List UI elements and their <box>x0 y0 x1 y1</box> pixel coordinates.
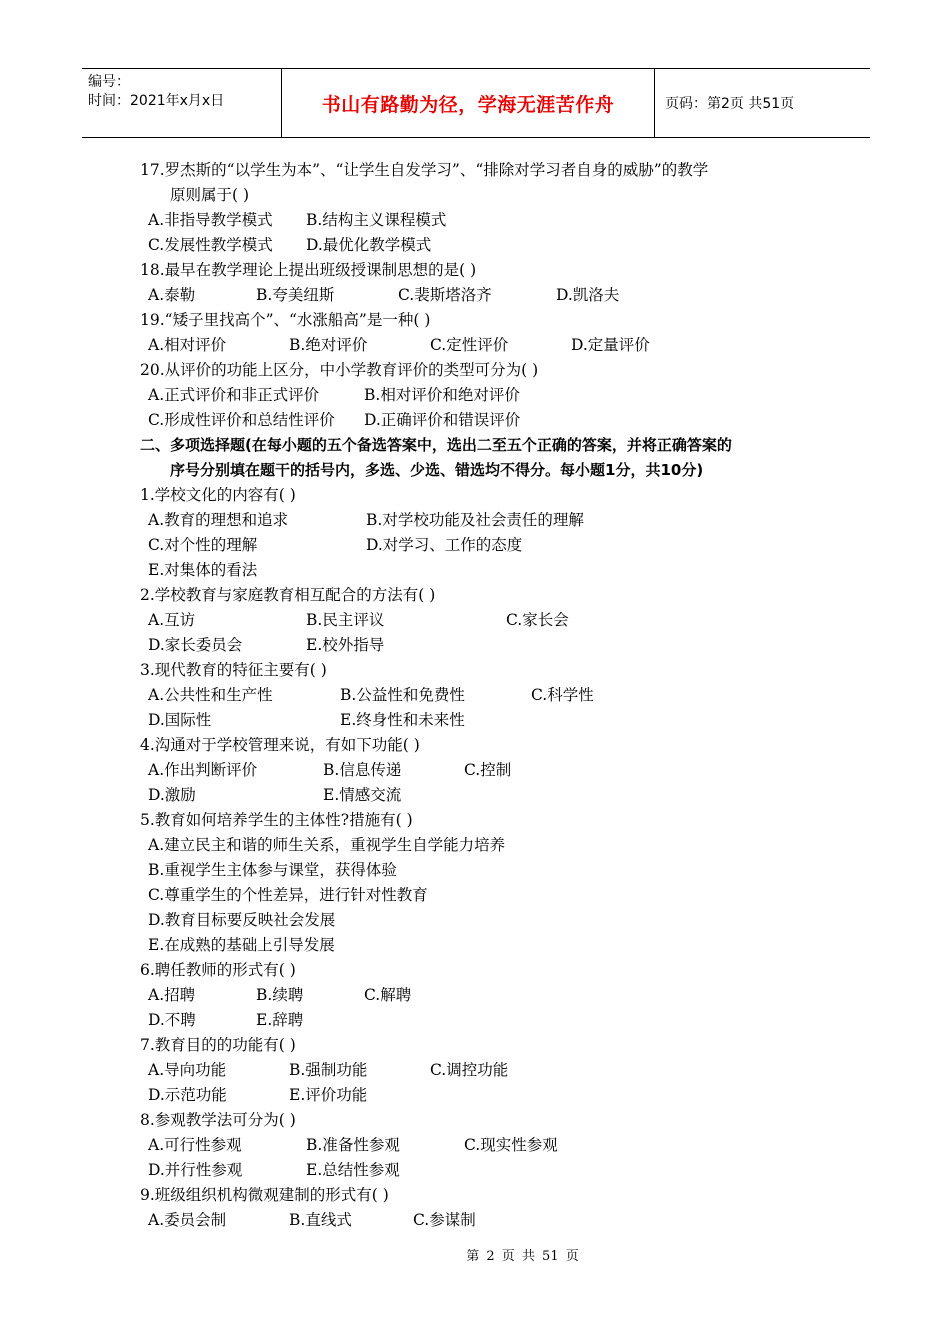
section-heading-continued: 序号分别填在题干的括号内，多选、少选、错选均不得分。每小题1分，共10分) <box>170 461 704 479</box>
option-item: C.参谋制 <box>413 1211 476 1229</box>
option-row <box>140 1208 820 1233</box>
option-item: A.作出判断评价 <box>148 761 258 779</box>
option-item: A.教育的理想和追求 <box>148 511 289 529</box>
option-row <box>140 883 820 908</box>
option-row <box>140 333 820 358</box>
option-row <box>140 383 820 408</box>
option-item: B.结构主义课程模式 <box>306 211 447 229</box>
option-item: D.激励 <box>148 786 196 804</box>
option-item: B.对学校功能及社会责任的理解 <box>366 511 584 529</box>
option-row <box>140 1158 820 1183</box>
option-item: C.解聘 <box>364 986 412 1004</box>
option-row <box>140 408 820 433</box>
question-stem: 3.现代教育的特征主要有( ) <box>140 661 327 679</box>
option-item: A.非指导教学模式 <box>148 211 273 229</box>
option-item: A.正式评价和非正式评价 <box>148 386 320 404</box>
option-item: D.国际性 <box>148 711 212 729</box>
option-row <box>140 533 820 558</box>
document-number-label: 编号： <box>88 74 130 90</box>
option-item: A.泰勒 <box>148 286 196 304</box>
question-stem: 9.班级组织机构微观建制的形式有( ) <box>140 1186 389 1204</box>
option-item: C.发展性教学模式 <box>148 236 273 254</box>
question-stem: 19.“矮子里找高个”、“水涨船高”是一种( ) <box>140 311 431 329</box>
header-motto: 书山有路勤为径，学海无涯苦作舟 <box>282 69 655 137</box>
option-item: B.民主评议 <box>306 611 385 629</box>
page-footer: 第 2 页 共 51 页 <box>466 1249 579 1264</box>
option-item: E.校外指导 <box>306 636 385 654</box>
option-item: E.对集体的看法 <box>148 561 258 579</box>
option-item: E.总结性参观 <box>306 1161 400 1179</box>
question-stem: 8.参观教学法可分为( ) <box>140 1111 296 1129</box>
document-time-label: 时间：2021年x月x日 <box>88 93 225 109</box>
option-row <box>140 833 820 858</box>
option-row <box>140 783 820 808</box>
option-item: D.示范功能 <box>148 1086 227 1104</box>
option-row <box>140 1058 820 1083</box>
option-item: E.终身性和未来性 <box>340 711 465 729</box>
option-item: D.正确评价和错误评价 <box>364 411 521 429</box>
option-item: C.现实性参观 <box>464 1136 558 1154</box>
option-item: C.控制 <box>464 761 512 779</box>
option-row <box>140 983 820 1008</box>
option-item: D.凯洛夫 <box>556 286 620 304</box>
option-row <box>140 608 820 633</box>
option-item: E.评价功能 <box>289 1086 368 1104</box>
option-item: B.信息传递 <box>323 761 402 779</box>
option-item: A.可行性参观 <box>148 1136 242 1154</box>
option-item: E.情感交流 <box>323 786 402 804</box>
option-row <box>140 208 820 233</box>
option-item: D.不聘 <box>148 1011 196 1029</box>
question-stem: 17.罗杰斯的“以学生为本”、“让学生自发学习”、“排除对学习者自身的威胁”的教学 <box>140 161 709 179</box>
option-row <box>140 933 820 958</box>
question-stem-continued: 原则属于( ) <box>170 186 250 204</box>
option-item: B.相对评价和绝对评价 <box>364 386 520 404</box>
option-row <box>140 683 820 708</box>
question-stem: 1.学校文化的内容有( ) <box>140 486 296 504</box>
question-stem: 4.沟通对于学校管理来说，有如下功能( ) <box>140 736 420 754</box>
option-item: B.直线式 <box>289 1211 352 1229</box>
option-row <box>140 1133 820 1158</box>
option-row <box>140 1083 820 1108</box>
option-item: C.尊重学生的个性差异，进行针对性教育 <box>148 886 428 904</box>
header-meta <box>82 69 282 137</box>
option-item: D.最优化教学模式 <box>306 236 432 254</box>
option-item: D.对学习、工作的态度 <box>366 536 523 554</box>
option-item: D.并行性参观 <box>148 1161 243 1179</box>
option-row <box>140 858 820 883</box>
option-item: C.定性评价 <box>430 336 509 354</box>
option-item: A.互访 <box>148 611 196 629</box>
option-item: D.家长委员会 <box>148 636 243 654</box>
option-row <box>140 508 820 533</box>
option-row <box>140 233 820 258</box>
option-item: B.强制功能 <box>289 1061 368 1079</box>
option-item: C.对个性的理解 <box>148 536 258 554</box>
question-stem: 20.从评价的功能上区分，中小学教育评价的类型可分为( ) <box>140 361 539 379</box>
option-row <box>140 758 820 783</box>
question-stem: 2.学校教育与家庭教育相互配合的方法有( ) <box>140 586 436 604</box>
option-item: C.科学性 <box>531 686 594 704</box>
option-row <box>140 1008 820 1033</box>
option-item: C.形成性评价和总结性评价 <box>148 411 335 429</box>
option-item: E.辞聘 <box>256 1011 304 1029</box>
document-body <box>140 158 820 1233</box>
option-item: B.夸美纽斯 <box>256 286 335 304</box>
option-item: C.家长会 <box>506 611 569 629</box>
option-item: D.教育目标要反映社会发展 <box>148 911 336 929</box>
option-item: B.准备性参观 <box>306 1136 400 1154</box>
option-item: B.重视学生主体参与课堂，获得体验 <box>148 861 397 879</box>
option-item: E.在成熟的基础上引导发展 <box>148 936 335 954</box>
option-item: A.公共性和生产性 <box>148 686 273 704</box>
option-item: D.定量评价 <box>571 336 650 354</box>
question-stem: 5.教育如何培养学生的主体性?措施有( ) <box>140 811 413 829</box>
option-item: A.招聘 <box>148 986 196 1004</box>
option-item: A.委员会制 <box>148 1211 227 1229</box>
option-row <box>140 633 820 658</box>
option-item: B.公益性和免费性 <box>340 686 465 704</box>
option-item: B.续聘 <box>256 986 304 1004</box>
option-item: B.绝对评价 <box>289 336 368 354</box>
section-heading: 二、多项选择题(在每小题的五个备选答案中，选出二至五个正确的答案，并将正确答案的 <box>140 436 732 454</box>
option-item: A.导向功能 <box>148 1061 227 1079</box>
option-row <box>140 558 820 583</box>
option-row <box>140 708 820 733</box>
header-page-info: 页码：第2页 共51页 <box>665 96 795 112</box>
option-item: C.裴斯塔洛齐 <box>398 286 492 304</box>
question-stem: 18.最早在教学理论上提出班级授课制思想的是( ) <box>140 261 477 279</box>
option-item: A.建立民主和谐的师生关系，重视学生自学能力培养 <box>148 836 506 854</box>
question-stem: 7.教育目的的功能有( ) <box>140 1036 296 1054</box>
page-header <box>82 68 870 138</box>
option-item: C.调控功能 <box>430 1061 509 1079</box>
option-row <box>140 908 820 933</box>
option-item: A.相对评价 <box>148 336 227 354</box>
question-stem: 6.聘任教师的形式有( ) <box>140 961 296 979</box>
option-row <box>140 283 820 308</box>
